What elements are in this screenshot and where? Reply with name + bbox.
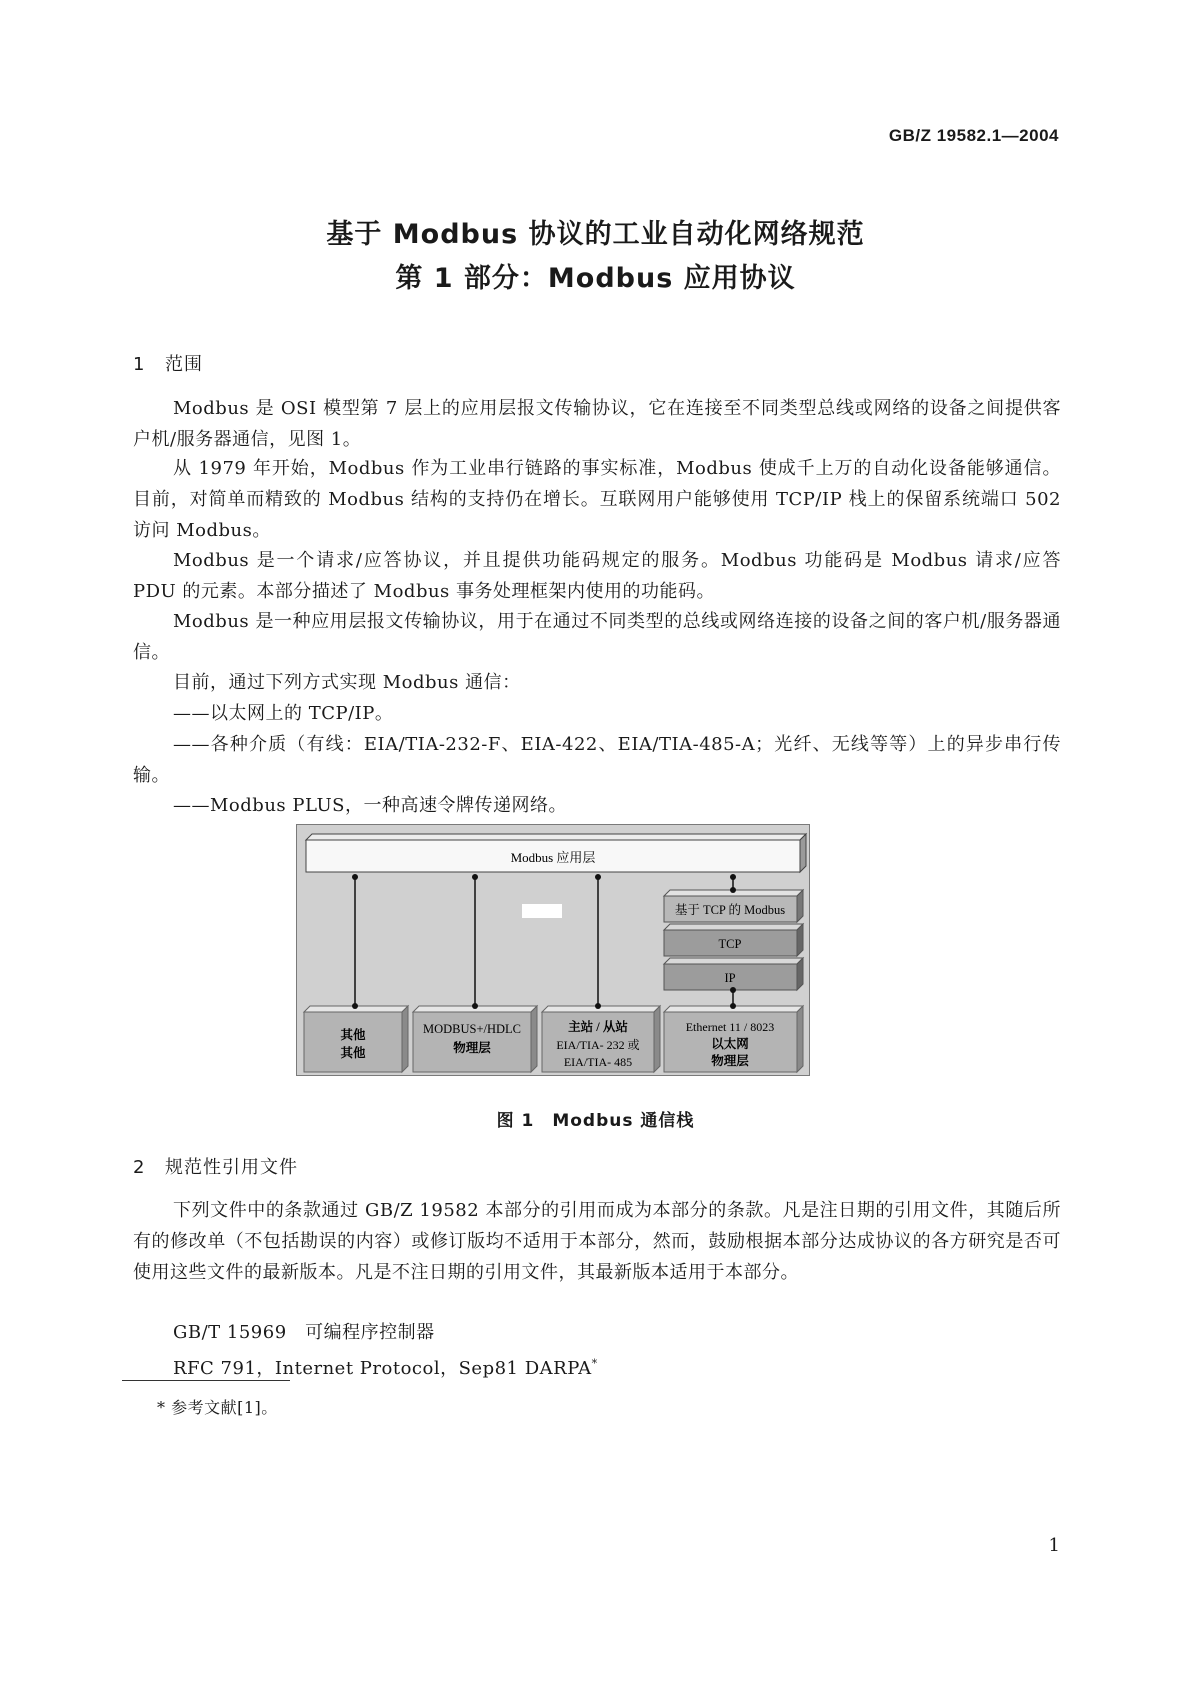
figure-artifact bbox=[522, 904, 562, 918]
tcp-modbus-box bbox=[664, 890, 803, 922]
reference-item: GB/T 15969 可编程序控制器 bbox=[173, 1322, 435, 1343]
box-serial bbox=[542, 1006, 660, 1072]
standard-code: GB/Z 19582.1—2004 bbox=[888, 126, 1059, 145]
box-modbus-plus-line1: MODBUS+/HDLC bbox=[422, 1022, 522, 1036]
section2-title: 规范性引用文件 bbox=[165, 1157, 298, 1178]
box-ethernet-line3: 物理层 bbox=[711, 1054, 749, 1068]
document-title-line2: 第 1 部分：Modbus 应用协议 bbox=[395, 263, 796, 294]
list-item: ——以太网上的 TCP/IP。 bbox=[173, 703, 394, 724]
box-serial-line3: EIA/TIA- 485 bbox=[563, 1055, 633, 1069]
footnote: * 参考文献[1]。 bbox=[157, 1398, 278, 1417]
section1-paragraph-2: 从 1979 年开始，Modbus 作为工业串行链路的事实标准，Modbus 使成千上万的自动化设备能够通信。目前，对简单而精致的 Modbus 结构的支持仍在增长。互联网用户能够使用 TCP/IP 栈上的保留系统端口 502 访问 Modbus。 bbox=[133, 458, 1061, 541]
box-serial-line1: 主站 / 从站 bbox=[568, 1020, 628, 1034]
section1-number: 1 bbox=[133, 354, 146, 375]
box-serial-line2: EIA/TIA- 232 或 bbox=[556, 1038, 640, 1052]
section1-title: 范围 bbox=[165, 354, 203, 375]
box-modbus-plus-line2: 物理层 bbox=[453, 1041, 491, 1055]
box-other-line1: 其他 bbox=[340, 1028, 366, 1042]
list-item: ——各种介质（有线：EIA/TIA-232-F、EIA-422、EIA/TIA-485-A；光纤、无线等等）上的异步串行传输。 bbox=[133, 734, 1061, 786]
document-title-line1: 基于 Modbus 协议的工业自动化网络规范 bbox=[326, 219, 865, 250]
section1-heading bbox=[133, 350, 203, 376]
reference-footnote-mark: * bbox=[591, 1357, 598, 1370]
ip-box bbox=[664, 958, 803, 990]
box-ethernet-line1: Ethernet 11 / 8023 bbox=[685, 1020, 775, 1034]
tcp-modbus-label: 基于 TCP 的 Modbus bbox=[674, 903, 786, 917]
box-other bbox=[304, 1006, 408, 1072]
tcp-label: TCP bbox=[718, 937, 742, 951]
section1-paragraph-5: 目前，通过下列方式实现 Modbus 通信： bbox=[173, 672, 521, 693]
modbus-stack-figure bbox=[296, 824, 810, 1076]
section1-paragraph-3: Modbus 是一个请求/应答协议，并且提供功能码规定的服务。Modbus 功能码是 Modbus 请求/应答 PDU 的元素。本部分描述了 Modbus 事务处理框架内使用的功能码。 bbox=[133, 550, 1061, 602]
footnote-divider bbox=[122, 1380, 290, 1381]
page-number: 1 bbox=[1048, 1535, 1060, 1556]
section2-heading bbox=[133, 1153, 298, 1179]
section2-paragraph: 下列文件中的条款通过 GB/Z 19582 本部分的引用而成为本部分的条款。凡是注日期的引用文件，其随后所有的修改单（不包括勘误的内容）或修订版均不适用于本部分，然而，鼓励根据本部分达成协议的各方研究是否可使用这些文件的最新版本。凡是不注日期的引用文件，其最新版本适用于本部分。 bbox=[133, 1200, 1061, 1283]
ip-label: IP bbox=[724, 971, 736, 985]
reference-text: RFC 791，Internet Protocol，Sep81 DARPA bbox=[173, 1358, 592, 1379]
app-layer-label: Modbus 应用层 bbox=[510, 850, 596, 865]
list-item: ——Modbus PLUS，一种高速令牌传递网络。 bbox=[173, 795, 567, 816]
box-other-line2: 其他 bbox=[340, 1046, 366, 1060]
section2-number: 2 bbox=[133, 1157, 146, 1178]
tcp-box bbox=[664, 924, 803, 956]
section1-paragraph-4: Modbus 是一种应用层报文传输协议，用于在通过不同类型的总线或网络连接的设备之间的客户机/服务器通信。 bbox=[133, 611, 1061, 663]
figure-caption: 图 1 Modbus 通信栈 bbox=[496, 1111, 695, 1131]
box-ethernet bbox=[664, 1006, 803, 1072]
app-layer-bar bbox=[306, 834, 806, 872]
box-modbus-plus bbox=[413, 1006, 537, 1072]
section1-paragraph-1: Modbus 是 OSI 模型第 7 层上的应用层报文传输协议，它在连接至不同类型总线或网络的设备之间提供客户机/服务器通信，见图 1。 bbox=[133, 398, 1061, 450]
reference-item bbox=[173, 1348, 598, 1384]
box-ethernet-line2: 以太网 bbox=[711, 1037, 749, 1051]
